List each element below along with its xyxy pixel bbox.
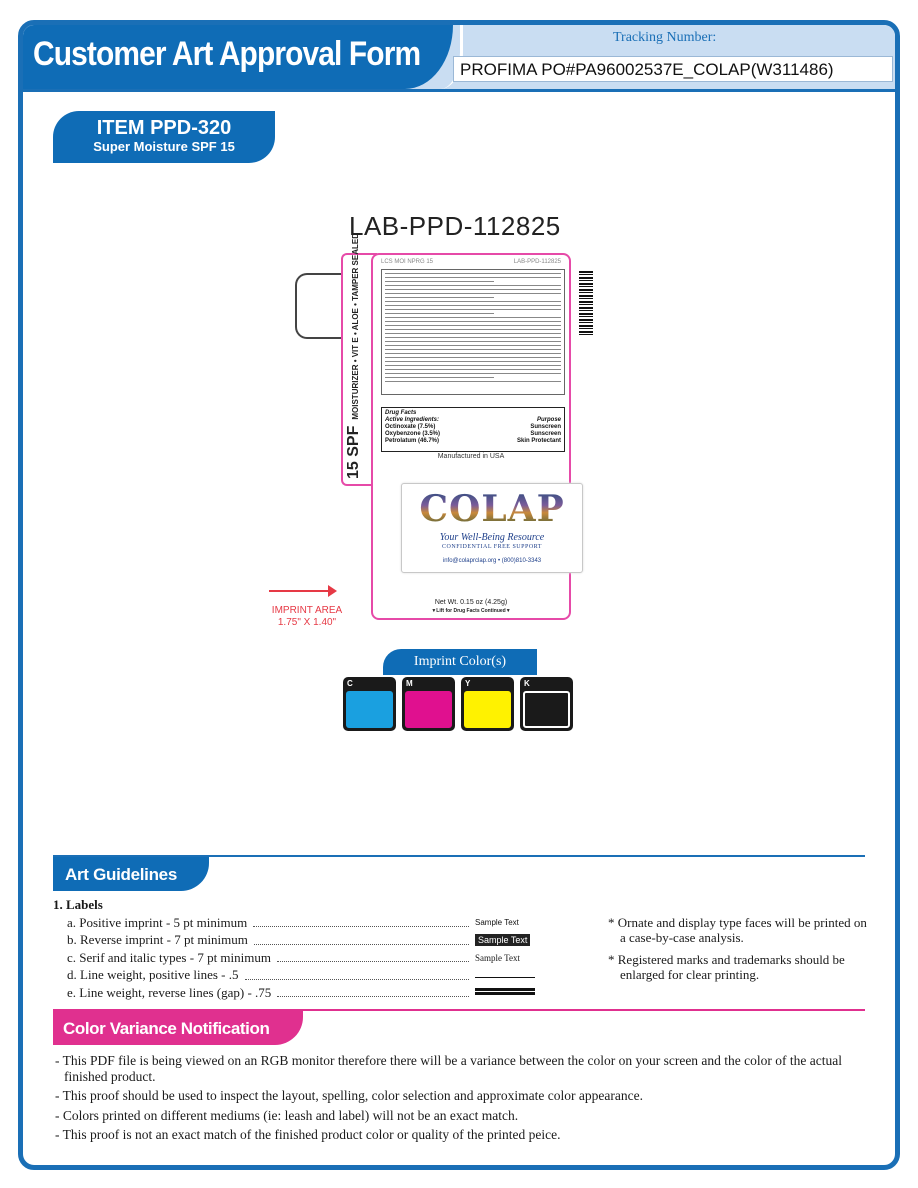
flap-features: MOISTURIZER • VIT E • ALOE • TAMPER SEALED (351, 233, 360, 420)
swatch-label: Y (465, 679, 471, 688)
logo-subtitle: CONFIDENTIAL FREE SUPPORT (442, 544, 542, 550)
sample-positive: Sample Text (475, 918, 519, 928)
tracking-number-field[interactable]: PROFIMA PO#PA96002537E_COLAP(W311486) (453, 56, 893, 82)
sample-reverse-line (475, 988, 535, 995)
form-title: Customer Art Approval Form (33, 35, 421, 73)
card-header (381, 259, 561, 265)
color-variance-list (55, 1053, 855, 1147)
swatch-fill (464, 691, 511, 728)
barcode (579, 271, 593, 337)
drug-facts-row (385, 431, 561, 438)
art-guidelines-title: Art Guidelines (53, 857, 209, 891)
guideline-note: * Ornate and display type faces will be printed on a case-by-case analysis. (608, 915, 867, 945)
swatch-yellow (461, 677, 514, 731)
drug-facts-row (385, 438, 561, 445)
label-flap-text (345, 233, 363, 479)
imprint-area-size: 1.75" X 1.40" (277, 617, 337, 628)
guideline-notes (608, 915, 868, 989)
item-name: Super Moisture SPF 15 (93, 139, 235, 154)
drug-facts-box (381, 407, 565, 452)
item-tab (53, 111, 275, 163)
item-code: ITEM PPD-320 (96, 117, 232, 139)
guideline-row (67, 914, 537, 932)
imprint-area-title: IMPRINT AREA (271, 605, 343, 616)
drug-facts-active: Active Ingredients: (385, 417, 440, 423)
sample-serif: Sample Text (475, 952, 520, 963)
drug-facts-continued-box (381, 269, 565, 395)
sample-reverse: Sample Text (475, 934, 530, 946)
swatch-fill (523, 691, 570, 728)
drug-facts-row (385, 424, 561, 431)
swatch-label: M (406, 679, 413, 688)
variance-item: - This proof is not an exact match of the finished product color or quality of the printed peice. (55, 1127, 561, 1142)
tracking-number-label: Tracking Number: (613, 30, 717, 45)
approval-form (18, 20, 900, 1170)
label-art-code: LAB-PPD-112825 (349, 211, 561, 241)
drug-facts-title-row (385, 410, 561, 417)
ingredient: Octinoxate (7.5%) (385, 424, 436, 430)
logo-contact: info@colaprclap.org • (800)810-3343 (442, 558, 542, 564)
variance-item: - This proof should be used to inspect the layout, spelling, color selection and approximate color appearance. (55, 1088, 643, 1103)
swatch-fill (405, 691, 452, 728)
swatch-label: C (347, 679, 353, 688)
purpose: Sunscreen (530, 424, 561, 430)
label-card (371, 253, 571, 620)
logo-tagline: Your Well-Being Resource (439, 532, 545, 543)
net-weight-text: Net Wt. 0.15 oz (4.25g) (434, 599, 508, 606)
guideline-text: b. Reverse imprint - 7 pt minimum (67, 932, 248, 948)
sample-positive-line (475, 977, 535, 978)
guideline-row (67, 949, 537, 967)
ingredient: Oxybenzone (3.5%) (385, 431, 441, 437)
variance-item: - This PDF file is being viewed on an RGB monitor therefore there will be a variance between the color on your screen and the color of the actual finished product. (55, 1053, 842, 1084)
guideline-text: e. Line weight, reverse lines (gap) - .75 (67, 984, 272, 1000)
guideline-row (67, 967, 537, 985)
manufactured-in: Manufactured in USA (437, 453, 505, 460)
swatch-fill (346, 691, 393, 728)
guideline-note: * Registered marks and trademarks should be enlarged for clear printing. (608, 952, 845, 982)
swatch-cyan (343, 677, 396, 731)
imprint-logo-area (401, 483, 583, 573)
imprint-area-arrow-icon (269, 590, 335, 592)
swatch-label: K (524, 679, 530, 688)
imprint-colors-title: Imprint Color(s) (383, 649, 537, 675)
header-title-block (23, 25, 453, 89)
swatch-magenta (402, 677, 455, 731)
flap-spf: 15 SPF (345, 425, 362, 479)
color-variance-title: Color Variance Notification (53, 1011, 303, 1045)
header-divider (23, 89, 895, 92)
variance-item: - Colors printed on different mediums (ie: leash and label) will not be an exact match. (55, 1107, 519, 1123)
purpose: Sunscreen (530, 431, 561, 437)
drug-facts-header-row (385, 417, 561, 424)
imprint-area-label (247, 605, 367, 629)
card-header-left: LCS MOI NPRG 15 (381, 259, 434, 265)
ingredient: Petrolatum (46.7%) (385, 438, 440, 444)
guideline-row (67, 984, 537, 1002)
guideline-text: c. Serif and italic types - 7 pt minimum (67, 949, 271, 965)
labels-heading: 1. Labels (53, 897, 103, 912)
swatch-black (520, 677, 573, 731)
guideline-text: d. Line weight, positive lines - .5 (67, 967, 239, 983)
drug-facts-title: Drug Facts (385, 410, 417, 416)
lift-note: ▼Lift for Drug Facts Continued▼ (431, 608, 511, 614)
guideline-text: a. Positive imprint - 5 pt minimum (67, 914, 248, 930)
guideline-row (67, 932, 537, 950)
imprint-color-swatches (343, 677, 573, 731)
guideline-list (67, 914, 537, 1002)
card-header-right: LAB-PPD-112825 (513, 259, 561, 265)
purpose: Skin Protectant (516, 438, 561, 444)
colap-logo: COLAP (402, 490, 582, 528)
drug-facts-purpose: Purpose (536, 417, 561, 423)
net-weight (373, 599, 569, 615)
